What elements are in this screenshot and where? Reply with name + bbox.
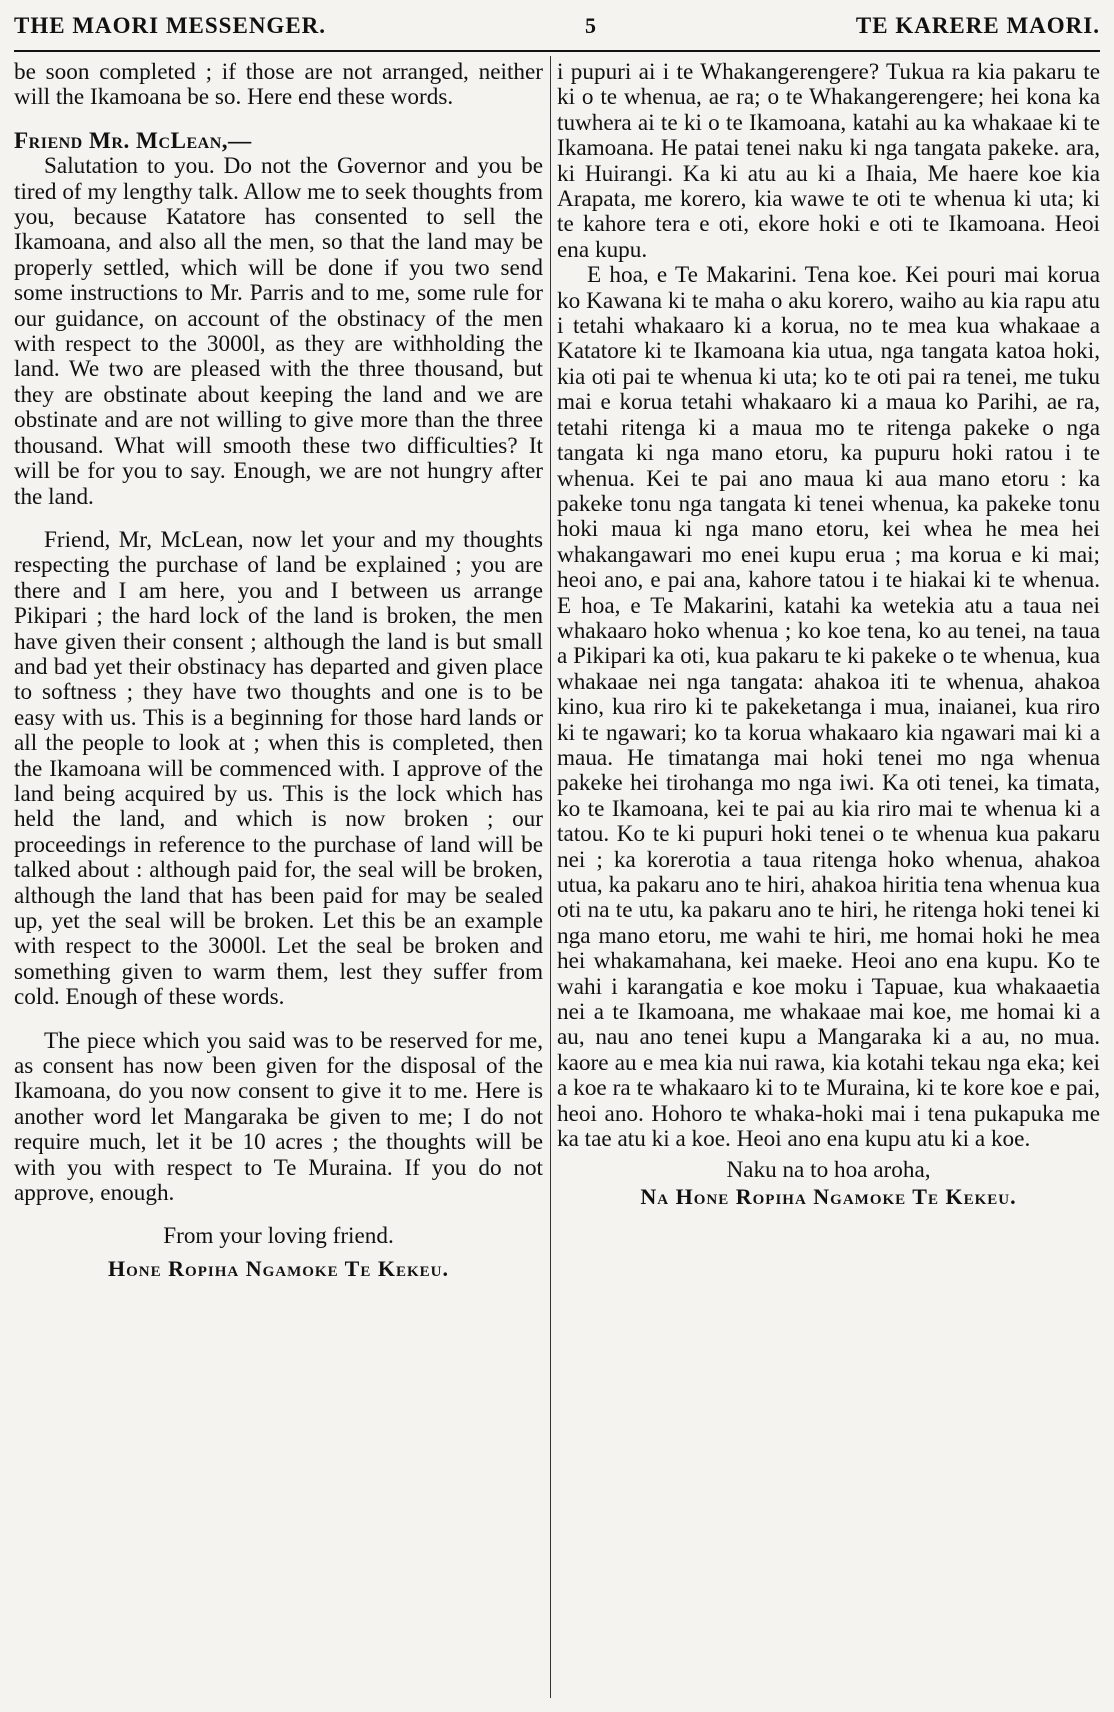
maori-paragraph-continued: i pupuri ai i te Whakangerengere? Tukua ra kia pakaru te ki o te whenua, ae ra; o te Whakangerengere; hei kona ka tuwhera ai te ki o te Ikamoana, katahi au ka whakaae ki te Ikamoana. He patai tenei naku ki nga tangata pakeke. ara, ki Huirangi. Ka ki atu au ki a Ihaia, Me haere koe kia Arapata, me korero, kia wawe te oti te whenua ki uta; ki te kahore tera e oti, ekore hoki e oti te Ikamoana. Heoi ena kupu. [557,60,1100,263]
english-paragraph: The piece which you said was to be reserved for me, as consent has now been given for the disposal of the Ikamoana, do you now consent to give it to me. Here is another word let Mangaraka be given to me; I do not require much, let it be 10 acres ; the thoughts will be with you with respect to Te Muraina. If you do not approve, enough. [14,1027,543,1207]
maori-closing: Naku na to hoa aroha, [726,1157,931,1184]
masthead [14,8,1100,44]
page-number: 5 [584,13,597,38]
english-closing: From your loving friend. [163,1223,394,1250]
english-paragraph: Salutation to you. Do not the Governor and you be tired of my lengthy talk. Allow me to seek thoughts from you, because Katatore has consented to sell the Ikamoana, and also all the men, so that the land may be properly settled, which will be done if you two send some instructions to Mr. Parris and to me, some rule for our guidance, on account of the obstinacy of the men with respect to the 3000l, as they are withholding the land. We two are pleased with the three thousand, but they are obstinate about keeping the land and we are obstinate and are not willing to give more than the three thousand. What will smooth these two difficulties? It will be for you to say. Enough, we are not hungry after the land. [14,153,543,510]
maori-paragraph: E hoa, e Te Makarini. Tena koe. Kei pouri mai korua ko Kawana ki te maha o aku korero, waiho au kia rapu atu i tetahi whakaaro ki a korua, no te mea kua whakaae a Katatore ki te Ikamoana kia utua, nga tangata katoa hoki, kia oti pai te whenua ki uta; ko te oti pai ra tenei, me tuku mai e korua tetahi whakaaro ki a maua ko Parihi, ae ra, tetahi ritenga ki a maua mo te ritenga pakeke o nga tangata ki nga mano etoru, ka pupuru hoki ratou i te whenua. Kei te pai ano maua ki aua mano etoru : ka pakeke tonu nga tangata ki tenei whenua, ka pakeke tonu hoki maua ki nga mano etoru, kei whea he mea hei whakangawari mo enei kupu erua ; ma korua e ki mai; heoi ano, e pai ana, kahore tatou i te hiakai ki te whenua. E hoa, e Te Makarini, katahi ka wetekia atu a taua nei whakaaro hoko whenua ; ko koe tena, ko au tenei, na taua a Pikipari ka oti, kua pakaru te ki pakeke o te whenua, kua whakaae nei nga tangata: ahakoa iti te whenua, ahakoa kino, kua riro ki te pakeketanga i mua, inaianei, kua riro ki te ngawari; ko ta korua whakaaro kia ngawari mai ki a maua. He timatanga mai hoki tenei mo nga whenua pakeke hei tirohanga mo nga iwi. Ka oti tenei, ka timata, ko te Ikamoana, kei te pai au kia riro mai te whenua ki a tatou. Ko te ki pupuri hoki tenei o te whenua kua pakaru nei ; ka korerotia a taua ritenga hoko whenua, ahakoa utua, ka pakaru ano te hiri, ahakoa hiritia tena whenua kua oti na te utu, ka pakaru ano te hiri, he ritenga hoki tenei ki nga mano etoru, me wahi te hiri, me homai hoki he mea hei whakamahana, kei maeke. Heoi ano ena kupu. Ko te wahi i karangatia e koe moku i Tapuae, kua whakaaetia nei a te Ikamoana, me whakaae mai koe, me homai ki a au, nau ano tenei kupu a Mangaraka ki a au, no mua. kaore au e mea kia nui rawa, kia kotahi tekau nga eka; kei a koe ra te whakaaro ki to te Muraina, ki te kore koe e pai, heoi ano. Hohoro te whaka-hoki mai i tena pukapuka me ka tae atu ki a koe. Heoi ano ena kupu atu ki a koe. [557,262,1100,1153]
masthead-english-title: THE MAORI MESSENGER. [14,13,327,38]
english-paragraph: Friend, Mr, McLean, now let your and my thoughts respecting the purchase of land be explained ; you are there and I am here, you and I between us arrange Pikipari ; the hard lock of the land is broken, the men have given their consent ; although the land is but small and bad yet their obstinacy has departed and given place to softness ; they have two thoughts and one is to be easy with us. This is a beginning for those hard lands or all the people to look at ; when this is completed, then the Ikamoana will be commenced with. I approve of the land being acquired by us. This is the lock which has held the land, and which is now broken ; our proceedings in reference to the purchase of land will be talked about : although paid for, the seal will be broken, although the land that has been paid for may be sealed up, yet the seal will be broken. Let this be an example with respect to the 3000l. Let the seal be broken and something given to warm them, lest they suffer from cold. Enough of these words. [14,526,543,1011]
masthead-maori-title: TE KARERE MAORI. [855,13,1100,38]
maori-signature: Na Hone Ropiha Ngamoke Te Kekeu. [640,1183,1017,1209]
maori-column [557,60,1100,1698]
english-paragraph-continued: be soon completed ; if those are not arranged, neither will the Ikamoana be so. Here end these words. [14,60,543,111]
english-letter-salutation: Friend Mr. McLean,— [14,127,252,154]
english-signature: Hone Ropiha Ngamoke Te Kekeu. [108,1255,449,1281]
column-divider [550,56,551,1698]
header-rule [14,50,1100,52]
english-column [14,60,543,1698]
